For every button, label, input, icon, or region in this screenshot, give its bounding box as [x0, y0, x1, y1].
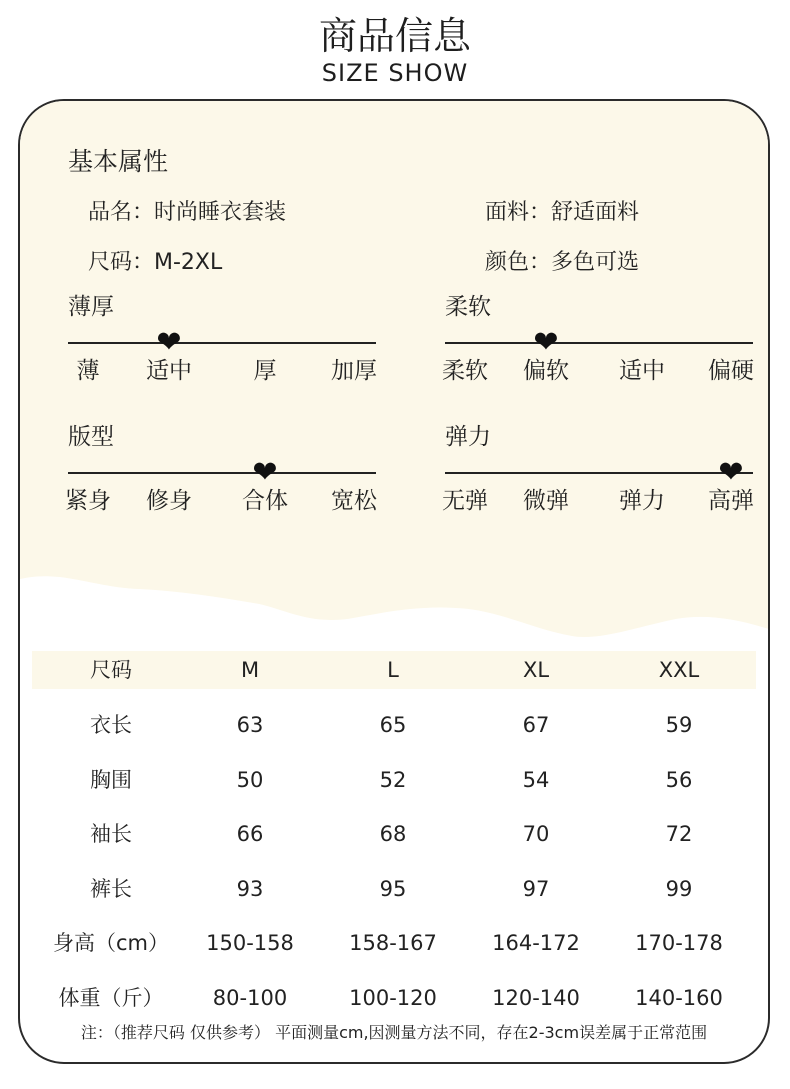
scale-track-fit [68, 472, 376, 474]
size-range: 尺码：M-2XL [88, 250, 223, 275]
size-table-row-label: 胸围 [90, 767, 132, 792]
scale-label-elasticity-3: 高弹 [708, 488, 754, 514]
scale-label-elasticity-0: 无弹 [442, 488, 488, 514]
size-table-header-cell: XL [522, 658, 550, 682]
info-card [18, 99, 770, 1064]
size-table-header-cell: L [387, 658, 399, 682]
scale-title-softness: 柔软 [445, 294, 491, 320]
scale-label-softness-1: 偏软 [523, 358, 569, 384]
size-table-cell: 150-158 [206, 931, 294, 955]
product-name: 品名：时尚睡衣套装 [88, 200, 287, 225]
cream-background [20, 101, 768, 1062]
size-table-cell: 68 [379, 822, 407, 846]
page-title: 商品信息 [318, 14, 471, 58]
size-table-cell: 95 [379, 876, 407, 901]
scale-label-fit-0: 紧身 [65, 488, 111, 514]
scale-label-softness-0: 柔软 [442, 358, 488, 384]
scale-label-elasticity-1: 微弹 [523, 488, 569, 514]
size-table-row-label: 袖长 [90, 822, 132, 846]
scale-title-thickness: 薄厚 [68, 294, 114, 320]
size-table-cell: 158-167 [349, 931, 437, 955]
size-table-cell: 52 [379, 767, 407, 792]
heart-icon: ❤ [533, 325, 559, 360]
size-table-cell: 72 [665, 822, 693, 846]
heart-icon: ❤ [156, 325, 182, 360]
size-table-header-cell: M [240, 658, 260, 682]
scale-track-thickness [68, 342, 376, 344]
size-table-cell: 65 [379, 713, 407, 737]
heart-icon: ❤ [252, 455, 278, 490]
size-table-cell: 50 [236, 767, 264, 792]
scale-label-thickness-3: 加厚 [331, 358, 377, 384]
size-table-cell: 66 [236, 822, 264, 846]
size-table-row-label: 裤长 [90, 876, 132, 901]
scale-label-thickness-0: 薄 [76, 358, 100, 384]
size-table-cell: 164-172 [492, 931, 580, 955]
scale-label-softness-3: 偏硬 [708, 358, 754, 384]
size-table-cell: 97 [522, 876, 550, 901]
size-table-cell: 93 [236, 876, 264, 901]
size-table-row-label: 体重（斤） [58, 985, 164, 1010]
scale-label-thickness-1: 适中 [146, 358, 192, 384]
scale-label-softness-2: 适中 [619, 358, 665, 384]
size-table-cell: 63 [236, 713, 264, 737]
color-options: 颜色：多色可选 [485, 250, 640, 275]
size-table-cell: 140-160 [635, 985, 723, 1010]
size-table-cell: 99 [665, 876, 693, 901]
scale-track-elasticity [445, 472, 753, 474]
size-table-row-label: 身高（cm） [52, 931, 170, 955]
size-table-header-cell: 尺码 [90, 658, 132, 682]
size-table-cell: 67 [522, 713, 550, 737]
size-table-cell: 100-120 [349, 985, 437, 1010]
scale-label-fit-3: 宽松 [331, 488, 377, 514]
size-table-cell: 80-100 [212, 985, 288, 1010]
scale-track-softness [445, 342, 753, 344]
size-table-cell: 56 [665, 767, 693, 792]
scale-title-elasticity: 弹力 [445, 424, 491, 450]
size-table-row-label: 衣长 [90, 713, 132, 737]
measurement-note: 注：（推荐尺码 仅供参考） 平面测量cm,因测量方法不同，存在2-3cm误差属于正常范围 [80, 1023, 708, 1042]
size-table-cell: 170-178 [635, 931, 723, 955]
size-table-cell: 70 [522, 822, 550, 846]
page-subtitle: SIZE SHOW [321, 59, 469, 87]
size-table-header-cell: XXL [658, 658, 700, 682]
scale-title-fit: 版型 [68, 424, 114, 450]
scale-label-fit-2: 合体 [242, 488, 288, 514]
scale-label-fit-1: 修身 [146, 488, 192, 514]
scale-label-thickness-2: 厚 [253, 358, 277, 384]
fabric: 面料：舒适面料 [485, 200, 640, 225]
size-table-cell: 54 [522, 767, 550, 792]
size-table-cell: 120-140 [492, 985, 580, 1010]
basic-attributes-title: 基本属性 [68, 147, 169, 176]
scale-label-elasticity-2: 弹力 [619, 488, 665, 514]
heart-icon: ❤ [718, 455, 744, 490]
size-table-cell: 59 [665, 713, 693, 737]
